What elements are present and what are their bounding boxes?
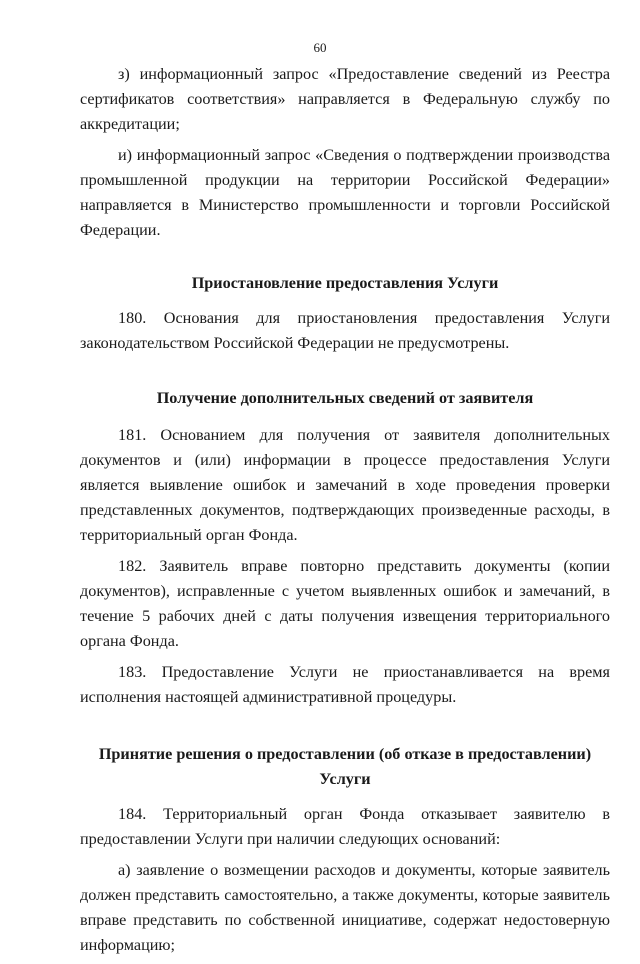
page-number: 60 — [313, 40, 327, 55]
section-heading-decision: Принятие решения о предоставлении (об отказе в предоставлении) Услуги — [98, 745, 592, 788]
section-heading-additional-info: Получение дополнительных сведений от заявителя — [156, 389, 534, 407]
paragraph-183: 183. Предоставление Услуги не приостанавливается на время исполнения настоящей административной процедуры. — [80, 663, 610, 706]
paragraph-item-i: и) информационный запрос «Сведения о подтверждении производства промышленной продукции на территории Российской Федерации» направляется в Министерство промышленности и торговли Российской Федерации. — [80, 146, 610, 239]
paragraph-181: 181. Основанием для получения от заявителя дополнительных документов и (или) информации в процессе предоставления Услуги является выявление ошибок и замечаний в ходе проведения проверки представленных документов, подтверждающих произведенные расходы, в территориальный орган Фонда. — [80, 426, 610, 544]
document-body — [80, 62, 610, 964]
paragraph-184: 184. Территориальный орган Фонда отказывает заявителю в предоставлении Услуги при наличии следующих оснований: — [80, 805, 610, 848]
paragraph-180: 180. Основания для приостановления предоставления Услуги законодательством Российской Федерации не предусмотрены. — [80, 309, 610, 352]
paragraph-182: 182. Заявитель вправе повторно представить документы (копии документов), исправленные с учетом выявленных ошибок и замечаний, в течение 5 рабочих дней с даты получения извещения территориального органа Фонда. — [80, 557, 610, 650]
paragraph-item-a: а) заявление о возмещении расходов и документы, которые заявитель должен представить самостоятельно, а также документы, которые заявитель вправе представить по собственной инициативе, содержат недостоверную информацию; — [80, 861, 610, 954]
section-heading-suspension: Приостановление предоставления Услуги — [191, 274, 499, 292]
paragraph-item-z: з) информационный запрос «Предоставление сведений из Реестра сертификатов соответствия» направляется в Федеральную службу по аккредитации; — [80, 65, 610, 133]
